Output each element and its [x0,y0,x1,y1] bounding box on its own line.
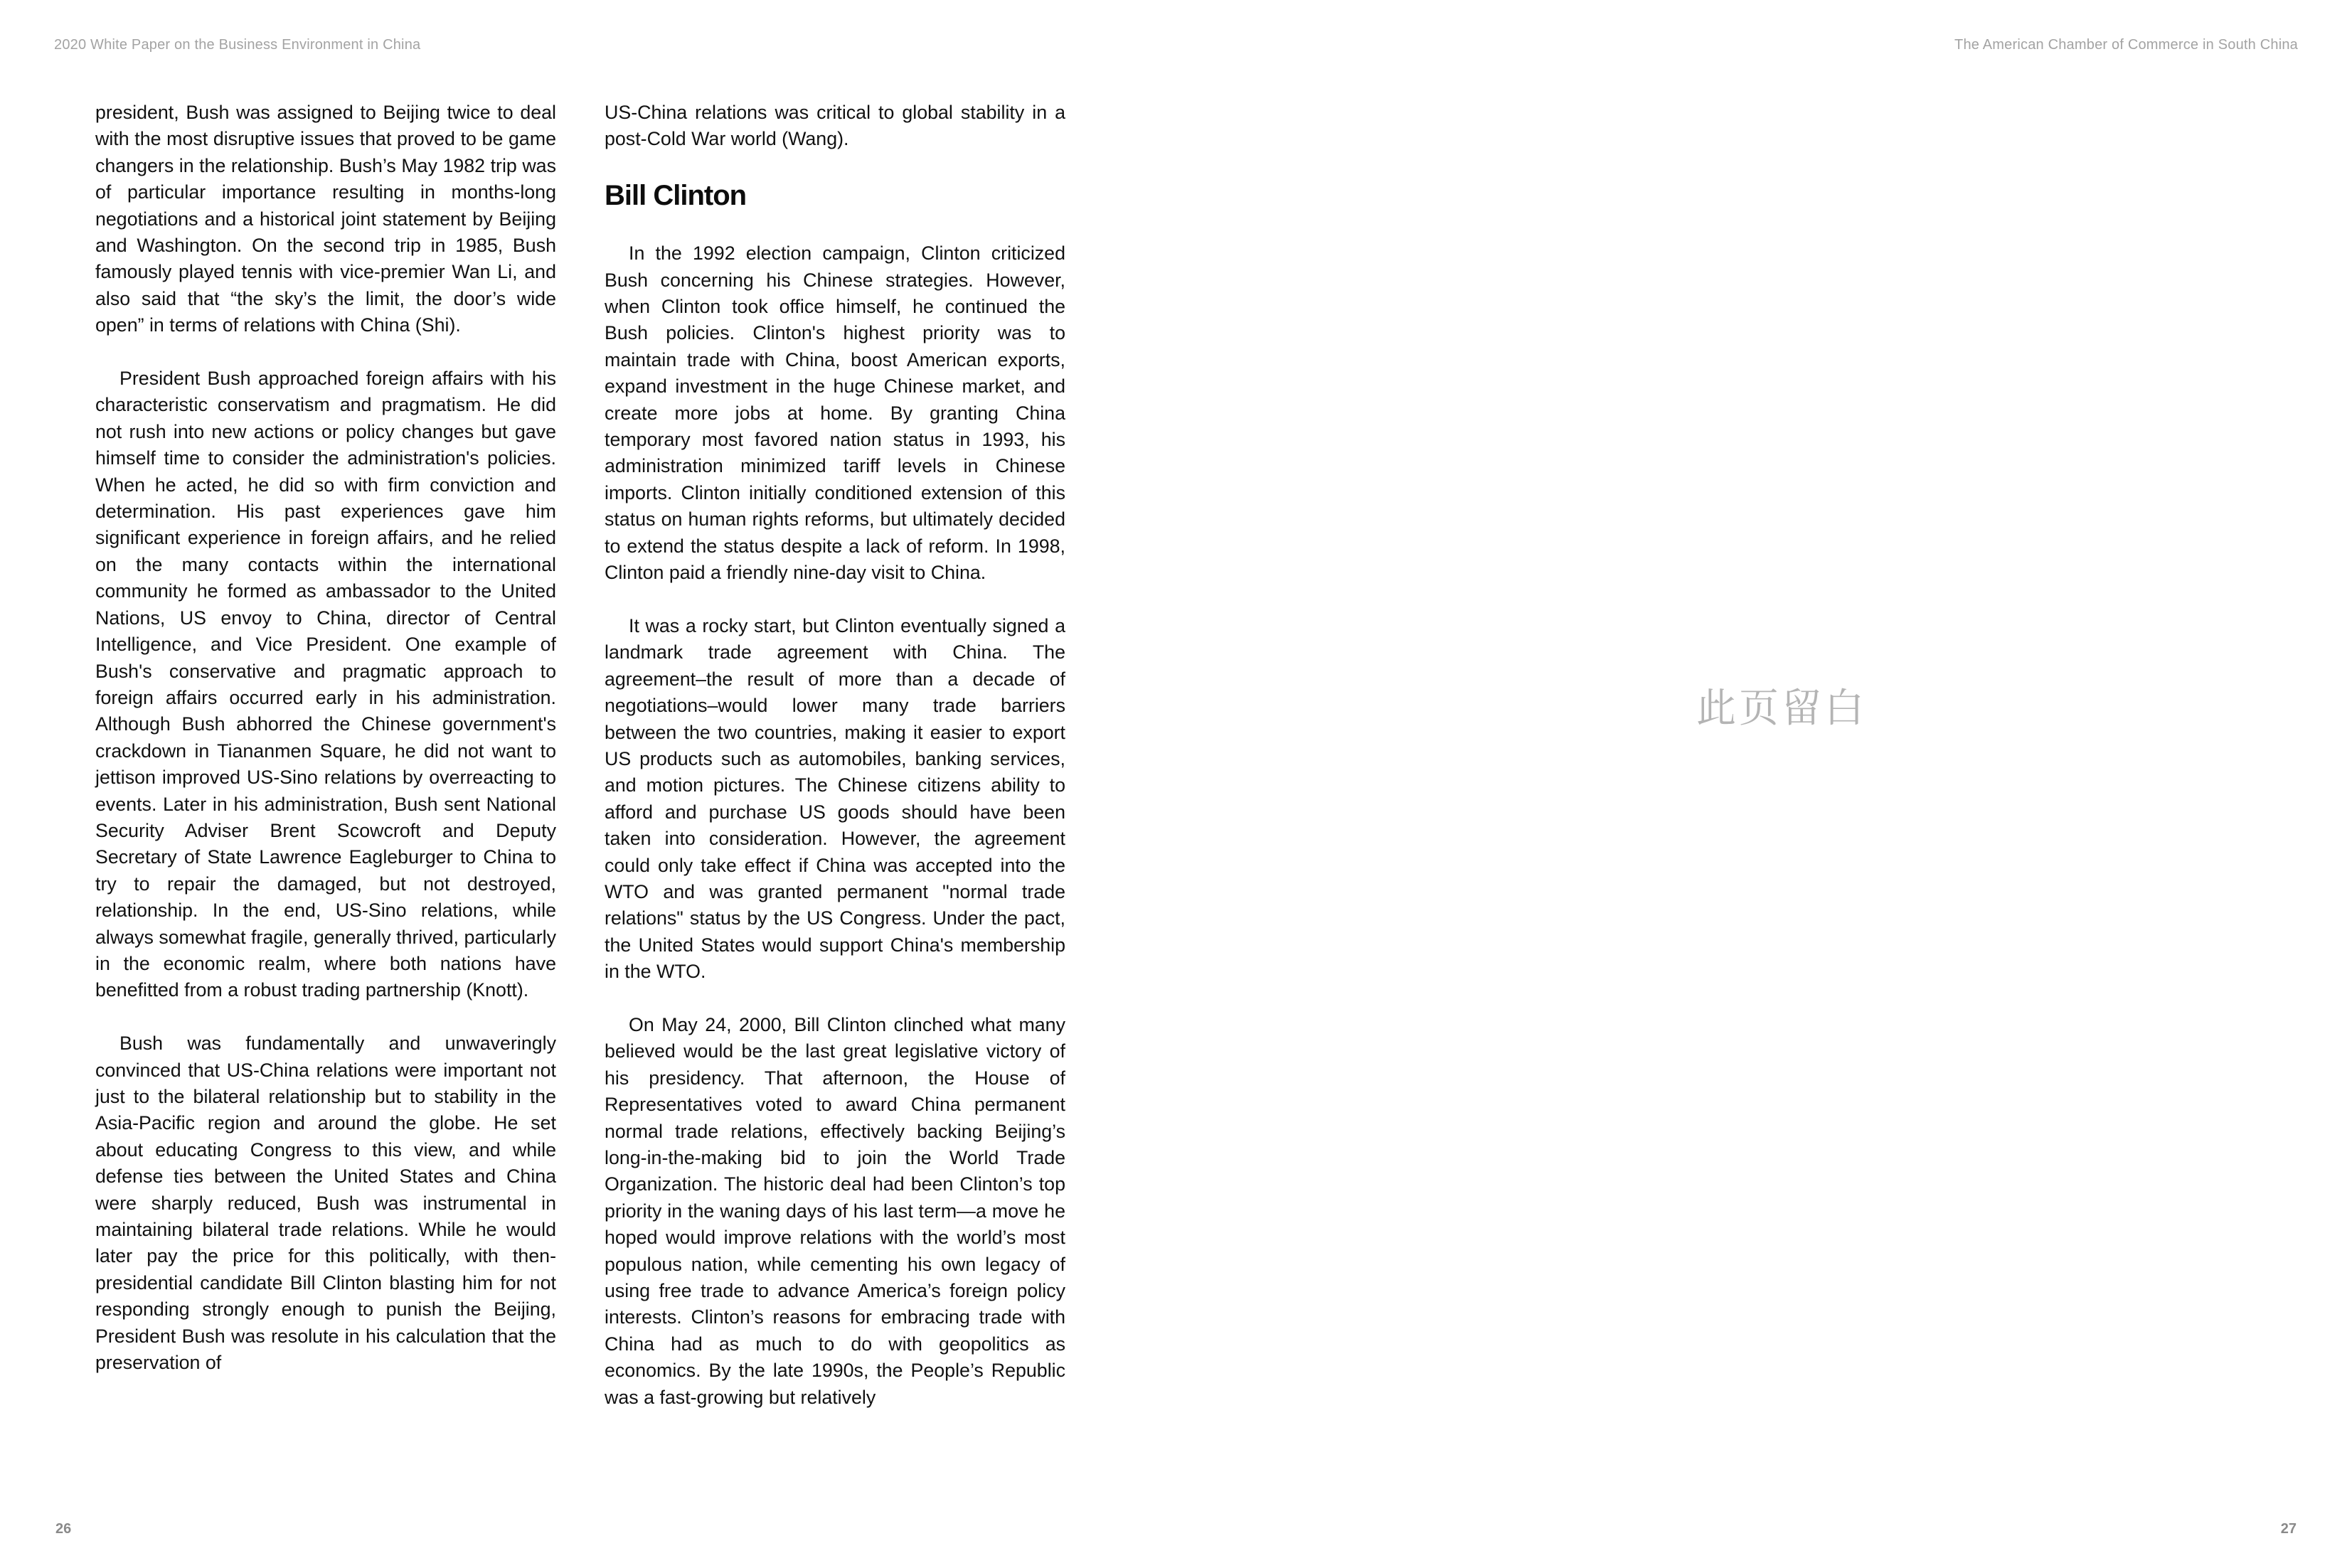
intentionally-blank-notice: 此页留白 [1696,686,1867,732]
paragraph: president, Bush was assigned to Beijing twice to deal with the most disruptive issues that proved to be game changers in the relationship. Bush’s May 1982 trip was of particular importance resulting in months-long negotiations and a historical joint statement by Beijing and Washington. On the second trip in 1985, Bush famously played tennis with vice-premier Wan Li, and also said that “the sky’s the limit, the door’s wide open” in terms of relations with China (Shi). [95,102,556,336]
paragraph: Bush was fundamentally and unwaveringly convinced that US-China relations were important not just to the bilateral relationship but to stability in the Asia-Pacific region and around the globe. He set about educating Congress to this view, and while defense ties between the United States and China were sharply reduced, Bush was instrumental in maintaining bilateral trade relations. While he would later pay the price for this politically, with then-presidential candidate Bill Clinton blasting him for not responding strongly enough to punish the Beijing, President Bush was resolute in his calculation that the preservation of [95,1033,556,1374]
page-number-left: 26 [55,1521,72,1537]
paragraph-continuation: US-China relations was critical to global stability in a post-Cold War world (Wang). [605,102,1065,150]
paragraph: It was a rocky start, but Clinton eventually signed a landmark trade agreement with China. The agreement–the result of more than a decade of negotiations–would lower many trade barriers between the two countries, making it easier to export US products such as automobiles, banking services, and motion pictures. The Chinese citizens ability to afford and purchase US goods should have been taken into consideration. However, the agreement could only take effect if China was accepted into the WTO and was granted permanent "normal trade relations" status by the US Congress. Under the pact, the United States would support China's membership in the WTO. [605,614,1065,983]
paragraph: In the 1992 election campaign, Clinton criticized Bush concerning his Chinese strategies. However, when Clinton took office himself, he continued the Bush policies. Clinton's highest priority was to maintain trade with China, boost American exports, expand investment in the huge Chinese market, and create more jobs at home. By granting China temporary most favored nation status in 1993, his administration minimized tariff levels in Chinese imports. Clinton initially conditioned extension of this status on human rights reforms, but ultimately decided to extend the status despite a lack of reform. In 1998, Clinton paid a friendly nine-day visit to China. [605,242,1065,584]
paragraph: On May 24, 2000, Bill Clinton clinched what many believed would be the last great legislative victory of his presidency. That afternoon, the House of Representatives voted to award China permanent normal trade relations, effectively backing Beijing’s long-in-the-making bid to join the World Trade Organization. The historic deal had been Clinton’s top priority in the waning days of his last term—a move he hoped would improve relations with the world’s most populous nation, while cementing his own legacy of using free trade to advance America’s foreign policy interests. Clinton’s reasons for embracing trade with China had as much to do with geopolitics as economics. By the late 1990s, the People’s Republic was a fast-growing but relatively [605,1013,1065,1408]
running-header-right: The American Chamber of Commerce in South China [1954,37,2298,53]
running-header-left: 2020 White Paper on the Business Environment in China [54,37,421,53]
section-heading-bill-clinton: Bill Clinton [605,180,747,212]
paragraph: President Bush approached foreign affairs with his characteristic conservatism and pragmatism. He did not rush into new actions or policy changes but gave himself time to consider the administration's policies. When he acted, he did so with firm conviction and determination. His past experiences gave him significant experience in foreign affairs, and he relied on the many contacts within the international community he formed as ambassador to the United Nations, US envoy to China, director of Central Intelligence, and Vice President. One example of Bush's conservative and pragmatic approach to foreign affairs occurred early in his administration. Although Bush abhorred the Chinese government's crackdown in Tiananmen Square, he did not want to jettison improved US-Sino relations by overreacting to events. Later in his administration, Bush sent National Security Adviser Brent Scowcroft and Deputy Secretary of State Lawrence Eagleburger to China to try to repair the damaged, but not destroyed, relationship. In the end, US-Sino relations, while always somewhat fragile, generally thrived, particularly in the economic realm, where both nations have benefitted from a robust trading partnership (Knott). [95,368,556,1001]
page-number-right: 27 [2280,1521,2297,1537]
left-page-column-2 [605,100,1065,1411]
left-page-column-1 [95,100,556,1376]
